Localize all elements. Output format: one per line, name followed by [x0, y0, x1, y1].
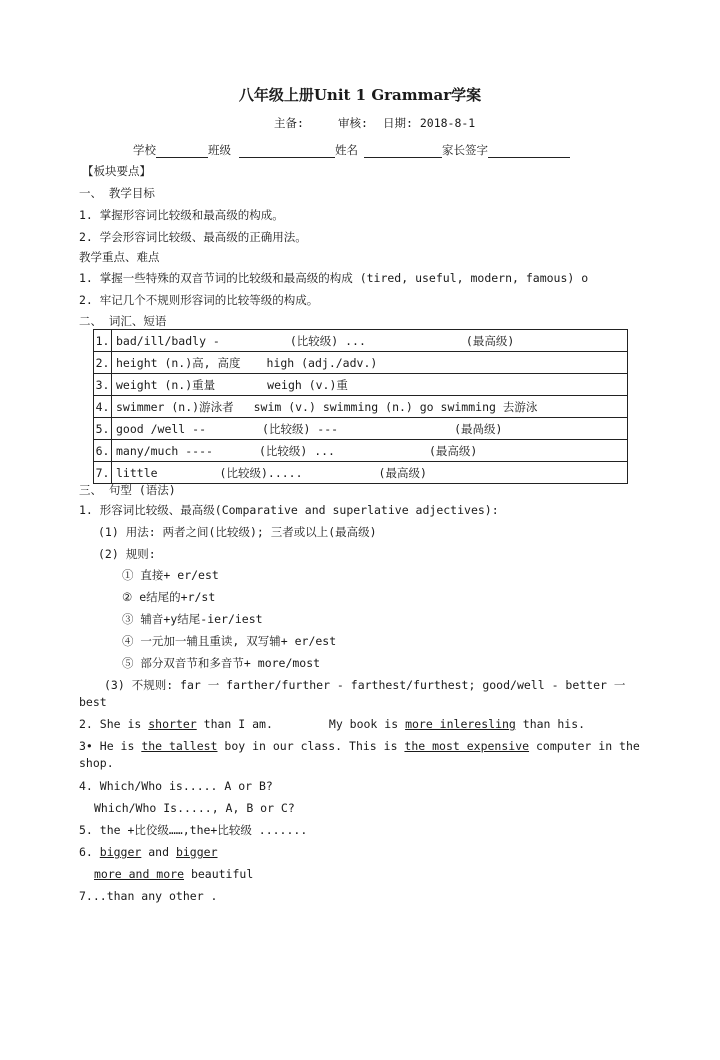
- vocab-cell: bad/ill/badly - (比较级) ... (最高级): [112, 330, 628, 352]
- section-key: 【板块要点】: [82, 164, 151, 178]
- row-number: 2.: [94, 352, 112, 374]
- vocab-cell: little (比较级)..... (最高级): [112, 462, 628, 484]
- meta-zhubei: 主备:: [274, 116, 304, 130]
- underlined-answer: more inleresling: [405, 717, 516, 731]
- underlined-answer: bigger: [175, 845, 218, 859]
- row-number: 7.: [94, 462, 112, 484]
- rule-item: ① 直接+ er/est: [122, 568, 219, 582]
- irregular-line: (3) 不规则: far 一 farther/further - farthest/furthest; good/well - better 一: [104, 678, 626, 692]
- goals-heading: 一、 教学目标: [79, 186, 155, 200]
- school-blank[interactable]: [156, 145, 208, 158]
- example-7: 7...than any other .: [79, 889, 218, 903]
- rules-label: (2) 规则:: [98, 547, 156, 561]
- table-row: [94, 374, 628, 396]
- meta-shenhe: 审核:: [338, 116, 368, 130]
- example-3: 3• He is the tallest boy in our class. This is the most expensive computer in the: [79, 739, 640, 753]
- table-row: [94, 418, 628, 440]
- vocab-cell: many/much ---- (比较级) ... (最高级): [112, 440, 628, 462]
- name-blank[interactable]: [364, 145, 442, 158]
- row-number: 3.: [94, 374, 112, 396]
- class-label: 班级: [208, 143, 231, 157]
- class-blank[interactable]: [239, 145, 335, 158]
- vocab-cell: swimmer (n.)游泳者 swim (v.) swimming (n.) go swimming 去游泳: [112, 396, 628, 418]
- table-row: [94, 330, 628, 352]
- vocab-cell: good /well -- (比较级) --- (最咼级): [112, 418, 628, 440]
- rule-item: ④ 一元加一辅且重读, 双写辅+ er/est: [122, 634, 337, 648]
- example-2: 2. She is shorter than I am. My book is more inleresling than his.: [79, 717, 586, 731]
- goal-item: 1. 掌握形容词比较级和最高级的构成。: [79, 208, 284, 222]
- rule-item: ③ 辅音+y结尾-ier/iest: [122, 612, 263, 626]
- school-label: 学校: [133, 143, 156, 157]
- goal-item: 2. 学会形容词比较级、最高级的正确用法。: [79, 230, 307, 244]
- table-row: [94, 352, 628, 374]
- vocab-cell: height (n.)高, 高度 high (adj./adv.): [112, 352, 628, 374]
- focus-item: 2. 牢记几个不规则形容词的比较等级的构成。: [79, 293, 319, 307]
- parent-blank[interactable]: [488, 145, 570, 158]
- irregular-line-cont: best: [79, 695, 107, 709]
- row-number: 1.: [94, 330, 112, 352]
- grammar-heading: 三、 句型 (语法): [79, 483, 176, 497]
- underlined-answer: the tallest: [141, 739, 218, 753]
- usage-line: (1) 用法: 两者之间(比较级); 三者或以上(最高级): [98, 525, 377, 539]
- info-line: [133, 142, 570, 158]
- example-6: 6. bigger and bigger: [79, 845, 218, 859]
- example-4-cont: Which/Who Is....., A, B or C?: [94, 801, 295, 815]
- underlined-answer: more and more: [94, 867, 185, 881]
- example-3-cont: shop.: [79, 756, 114, 770]
- table-row: [94, 440, 628, 462]
- focus-item: 1. 掌握一些特殊的双音节词的比较级和最高级的构成 (tired, useful, modern, famous) o: [79, 271, 589, 285]
- vocab-heading: 二、 词汇、短语: [79, 314, 167, 328]
- table-row: [94, 462, 628, 484]
- example-5: 5. the +比佼级……,the+比较级 .......: [79, 823, 308, 837]
- rule-item: ⑤ 部分双音节和多音节+ more/most: [122, 656, 321, 670]
- vocab-table: [93, 329, 628, 484]
- name-label: 姓名: [335, 143, 358, 157]
- rule-item: ② e结尾的+r/st: [122, 590, 216, 604]
- page-title: 八年级上册Unit 1 Grammar学案: [238, 86, 482, 104]
- meta-date: 日期: 2018-8-1: [383, 116, 476, 130]
- underlined-answer: shorter: [148, 717, 197, 731]
- underlined-answer: bigger: [99, 845, 142, 859]
- row-number: 5.: [94, 418, 112, 440]
- vocab-cell: weight (n.)重量 weigh (v.)重: [112, 374, 628, 396]
- parent-label: 家长签字: [442, 143, 488, 157]
- row-number: 6.: [94, 440, 112, 462]
- row-number: 4.: [94, 396, 112, 418]
- example-4: 4. Which/Who is..... A or B?: [79, 779, 273, 793]
- example-6-cont: more and more beautiful: [94, 867, 254, 881]
- underlined-answer: the most expensive: [404, 739, 530, 753]
- focus-heading: 教学重点、难点: [79, 250, 160, 264]
- table-row: [94, 396, 628, 418]
- grammar-point-1: 1. 形容词比较级、最高级(Comparative and superlative adjectives):: [79, 503, 499, 517]
